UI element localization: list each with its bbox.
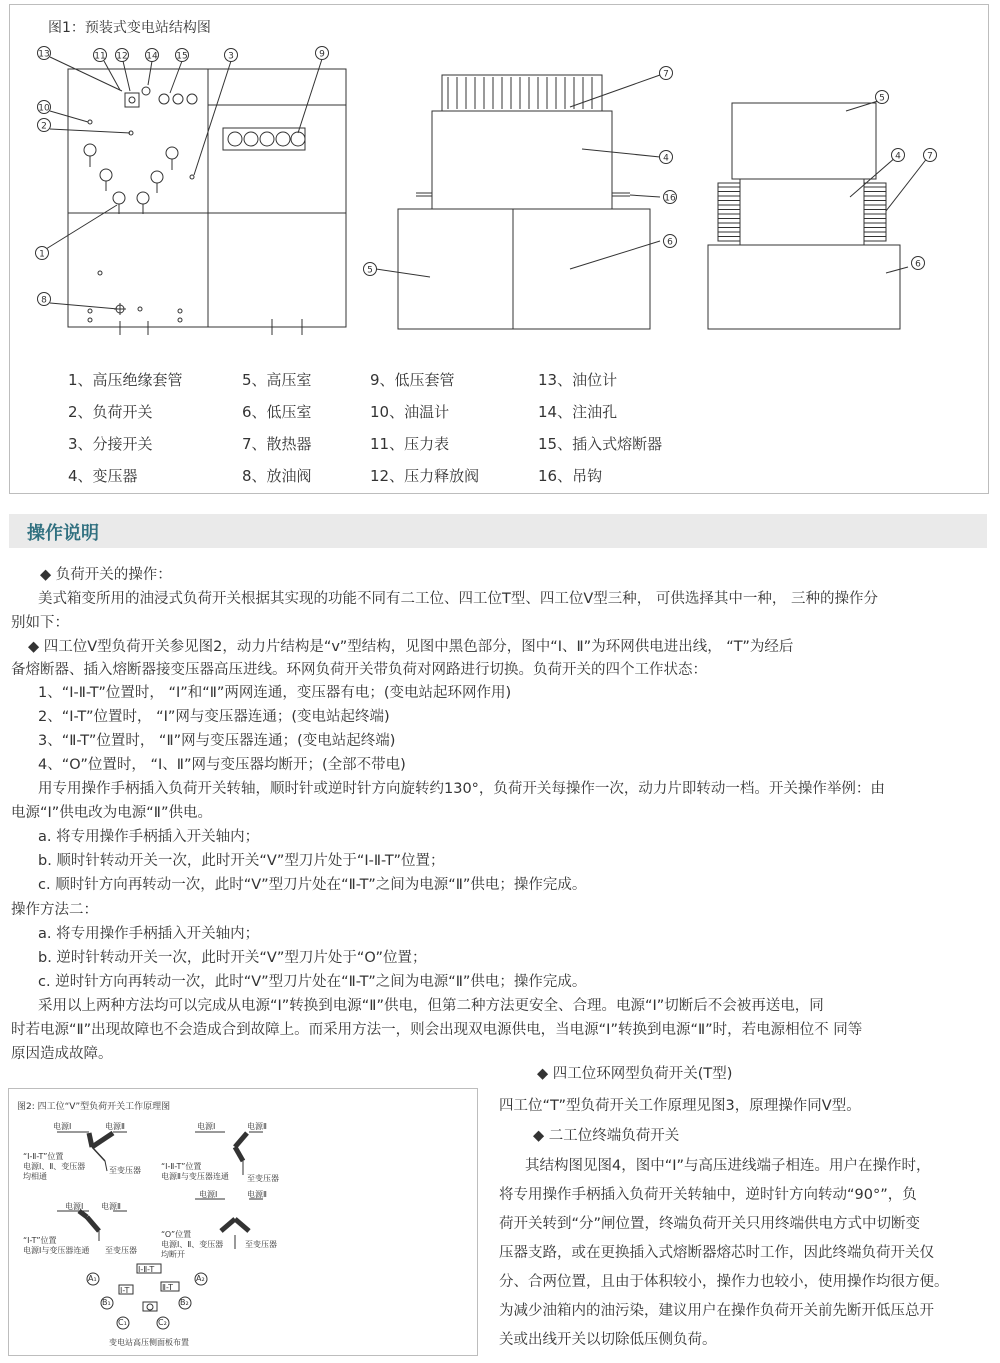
s3-src2: 电源Ⅱ [101, 1202, 121, 1211]
body-line: 2、“Ⅰ-T”位置时， “Ⅰ”网与变压器连通；(变电站起终端) [38, 709, 390, 725]
callout-number: 13 [38, 49, 50, 60]
hv-bushings [84, 144, 178, 214]
callout-number: 9 [319, 49, 325, 60]
callout-number: 4 [663, 153, 669, 164]
right-line: 分、合两位置，且由于体积较小，操作力也较小，使用操作均很方便。 [499, 1274, 949, 1290]
legend-item: 6、低压室 [242, 403, 312, 421]
v-switch-diagram [9, 1089, 479, 1357]
right-line: 关或出线开关以切除低压侧负荷。 [499, 1332, 717, 1348]
s1-to-trans: 至变压器 [109, 1166, 141, 1175]
s4-src2: 电源Ⅱ [247, 1190, 267, 1199]
body-line: 采用以上两种方法均可以完成从电源“Ⅰ”转换到电源“Ⅱ”供电，但第二种方法更安全、合理。电源“Ⅰ”切断后不会被再送电，同 [38, 998, 824, 1014]
right-line: 荷开关转到“分”闸位置，终端负荷开关只用终端供电方式中切断变 [499, 1216, 921, 1232]
right-heading-1: ◆ 四工位环网型负荷开关(T型) [537, 1066, 733, 1082]
callout-number: 14 [146, 51, 158, 62]
s3-label-a: “Ⅰ-T”位置 [23, 1236, 57, 1245]
figure-1-panel [9, 4, 989, 494]
right-paragraph-1: 四工位“T”型负荷开关工作原理见图3，原理操作同V型。 [499, 1098, 861, 1114]
section-title: 操作说明 [27, 523, 99, 544]
s4-label-b: 电源Ⅰ、Ⅱ、变压器 [161, 1240, 224, 1249]
callout-number: 2 [41, 121, 47, 132]
body-line: 美式箱变所用的油浸式负荷开关根据其实现的功能不同有二工位、四工位T型、四工位V型三种， 可供选择其中一种， 三种的操作分 [38, 591, 878, 607]
body-line: 用专用操作手柄插入负荷开关转轴，顺时针或逆时针方向旋转约130°，负荷开关每操作一次，动力片即转动一档。开关操作举例：由 [38, 781, 885, 797]
panel-a1: A₁ [88, 1274, 97, 1283]
callout-number: 10 [38, 103, 50, 114]
body-line: 别如下： [11, 615, 69, 631]
right-line: 将专用操作手柄插入负荷开关转轴中，逆时针方向转动“90°”，负 [499, 1187, 917, 1203]
panel-pos3: Ⅱ-T [162, 1283, 173, 1292]
right-line: 为减少油箱内的油污染，建议用户在操作负荷开关前先断开低压总开 [499, 1303, 934, 1319]
s1-label-b: 电源Ⅰ、Ⅱ、变压器 [23, 1162, 86, 1171]
callout-number: 11 [94, 51, 106, 62]
side-view [398, 75, 650, 329]
body-line: 操作方法二： [11, 902, 98, 918]
body-line: ◆ 四工位V型负荷开关参见图2，动力片结构是“v”型结构，见图中黑色部分，图中“Ⅰ、Ⅱ”为环网供电进出线， “T”为经后 [28, 639, 794, 655]
callout-number: 4 [895, 151, 901, 162]
callout-number: 8 [41, 295, 47, 306]
legend-item: 1、高压绝缘套管 [68, 371, 183, 389]
body-line: c. 逆时针方向再转动一次，此时“V”型刀片处在“Ⅱ-T”之间为电源“Ⅱ”供电；操作完成。 [38, 974, 587, 990]
legend-item: 12、压力释放阀 [370, 467, 480, 485]
panel-c2: C₂ [158, 1318, 167, 1327]
front-view-cabinet [68, 69, 346, 327]
legend-item: 16、吊钩 [538, 467, 603, 485]
s3-src1: 电源Ⅰ [65, 1202, 84, 1211]
panel-caption: 变电站高压侧面板布置 [109, 1338, 189, 1347]
legend-item: 4、变压器 [68, 467, 138, 485]
s3-to-trans: 至变压器 [105, 1246, 137, 1255]
s1-src1: 电源Ⅰ [53, 1122, 72, 1131]
right-heading-2: ◆ 二工位终端负荷开关 [533, 1128, 680, 1144]
body-line: 时若电源“Ⅱ”出现故障也不会造成合到故障上。而采用方法一，则会出现双电源供电，当电源“Ⅰ”转换到电源“Ⅱ”时，若电源相位不 同等 [11, 1022, 863, 1038]
s4-label-a: “O”位置 [161, 1230, 192, 1239]
legend-item: 10、油温计 [370, 403, 450, 421]
callout-number: 12 [116, 51, 128, 62]
panel-a2: A₂ [196, 1274, 205, 1283]
body-line: ◆ 负荷开关的操作： [40, 567, 172, 583]
legend-item: 8、放油阀 [242, 467, 312, 485]
callout-number: 16 [664, 193, 676, 204]
legend-item: 9、低压套管 [370, 371, 455, 389]
figure-2-title: 图2: 四工位“V”型负荷开关工作原理图 [17, 1102, 171, 1112]
body-line: a. 将专用操作手柄插入开关轴内； [38, 926, 260, 942]
body-line: 电源“Ⅰ”供电改为电源“Ⅱ”供电。 [11, 805, 212, 821]
legend-item: 11、压力表 [370, 435, 450, 453]
right-line: 压器支路，或在更换插入式熔断器熔芯时工作，因此终端负荷开关仅 [499, 1245, 934, 1261]
callout-number: 1 [39, 249, 45, 260]
legend-item: 2、负荷开关 [68, 403, 153, 421]
body-line: 备熔断器、插入熔断器接变压器高压进线。环网负荷开关带负荷对网路进行切换。负荷开关的四个工作状态： [11, 662, 707, 678]
body-line: 原因造成故障。 [11, 1046, 113, 1062]
callout-number: 6 [915, 259, 921, 270]
callout-number: 15 [176, 51, 188, 62]
body-line: b. 顺时针转动开关一次，此时开关“V”型刀片处于“Ⅰ-Ⅱ-T”位置； [38, 853, 445, 869]
s1-label-a: “Ⅰ-Ⅱ-T”位置 [23, 1152, 64, 1161]
s2-src1: 电源Ⅰ [197, 1122, 216, 1131]
legend-item: 13、油位计 [538, 371, 618, 389]
callout-number: 7 [927, 151, 933, 162]
callout-number: 7 [663, 69, 669, 80]
s1-src2: 电源Ⅱ [105, 1122, 125, 1131]
figure-1-title: 图1：预装式变电站结构图 [48, 20, 211, 36]
figure-2-panel [8, 1088, 478, 1356]
panel-c1: C₁ [118, 1318, 127, 1327]
legend-item: 7、散热器 [242, 435, 312, 453]
body-line: 4、“O”位置时， “Ⅰ、Ⅱ”网与变压器均断开；(全部不带电) [38, 757, 406, 773]
s4-label-c: 均断开 [161, 1250, 185, 1259]
body-line: 3、“Ⅱ-T”位置时， “Ⅱ”网与变压器连通；(变电站起终端) [38, 733, 396, 749]
lv-bushings [228, 132, 305, 146]
s1-label-c: 均相通 [23, 1172, 47, 1181]
s4-to-trans: 至变压器 [245, 1240, 277, 1249]
s2-src2: 电源Ⅱ [247, 1122, 267, 1131]
s4-src1: 电源Ⅰ [199, 1190, 218, 1199]
body-line: b. 逆时针转动开关一次，此时开关“V”型刀片处于“O”位置； [38, 950, 427, 966]
panel-b1: B₁ [102, 1298, 111, 1307]
end-view [708, 103, 900, 329]
body-line: 1、“Ⅰ-Ⅱ-T”位置时， “Ⅰ”和“Ⅱ”两网连通，变压器有电；(变电站起环网作用) [38, 685, 512, 701]
right-line: 其结构图见图4，图中“I”与高压进线端子相连。用户在操作时， [525, 1158, 931, 1174]
legend-item: 14、注油孔 [538, 403, 618, 421]
legend-item: 3、分接开关 [68, 435, 153, 453]
s2-label-a: “Ⅰ-Ⅱ-T”位置 [161, 1162, 202, 1171]
body-line: c. 顺时针方向再转动一次，此时“V”型刀片处在“Ⅱ-T”之间为电源“Ⅱ”供电；操作完成。 [38, 877, 587, 893]
callout-number: 5 [367, 265, 373, 276]
panel-pos1: Ⅰ-Ⅱ-T [138, 1265, 155, 1274]
body-line: a. 将专用操作手柄插入开关轴内； [38, 829, 260, 845]
s2-to-trans: 至变压器 [247, 1174, 279, 1183]
panel-b2: B₂ [180, 1298, 189, 1307]
legend-item: 15、插入式熔断器 [538, 435, 663, 453]
s2-label-b: 电源Ⅱ与变压器连通 [161, 1172, 229, 1181]
substation-structure-diagram [10, 5, 990, 495]
callout-number: 5 [879, 93, 885, 104]
section-header-bar [9, 514, 987, 548]
legend-item: 5、高压室 [242, 371, 312, 389]
callout-number: 3 [228, 51, 234, 62]
callout-number: 6 [667, 237, 673, 248]
panel-pos2: Ⅰ-T [120, 1286, 130, 1295]
s3-label-b: 电源Ⅰ与变压器连通 [23, 1246, 90, 1255]
